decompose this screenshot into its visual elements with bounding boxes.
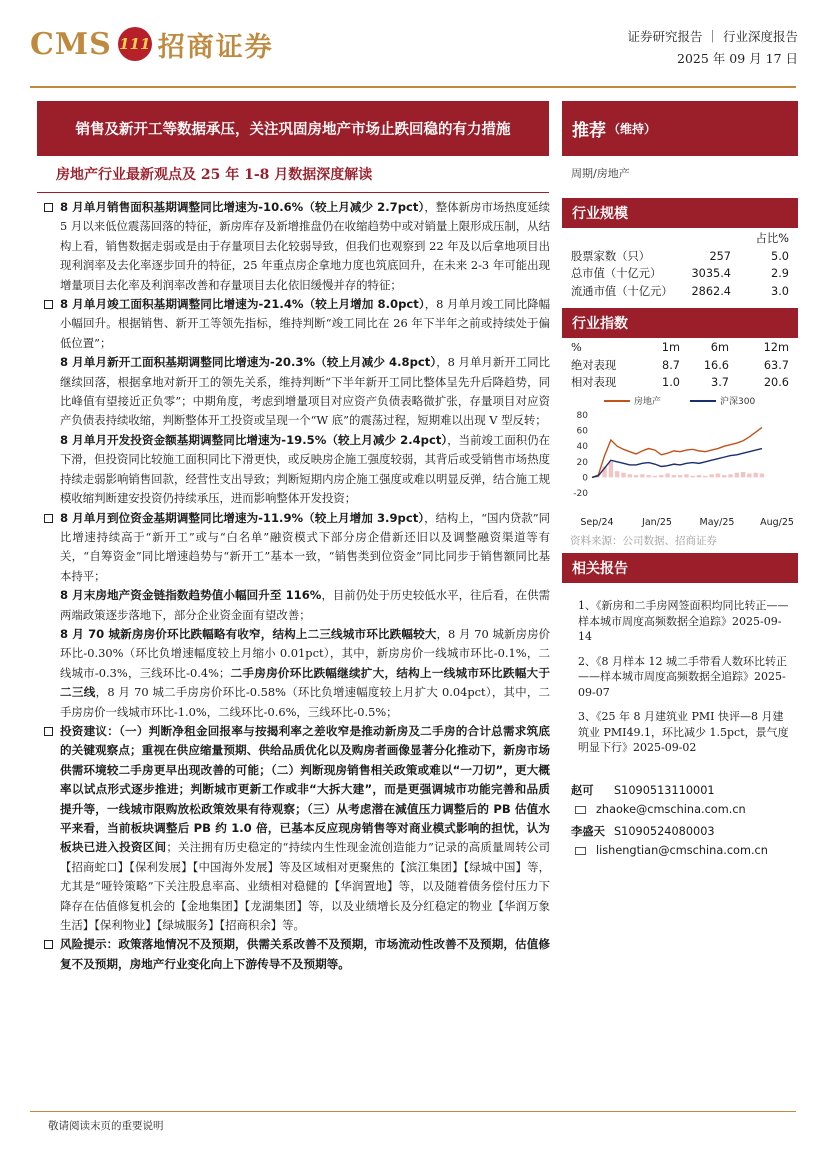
chart-bar (754, 473, 758, 478)
analyst-row (571, 823, 715, 839)
y-tick-label: -20 (573, 489, 588, 499)
paragraph-text: ，整体新房市场热度延续 5 月以来低位震荡回落的特征，新房库存及新增推盘仍在收缩趋势中或对销量上限形成压制，从结构上看，销售数据走弱或是由于存量项目去化较弱导致，但我们也观察到 22 年及以后拿地项目出现利润率及去化率逐步回升的特征，25 年重点房企拿地力度也筑底回升，在未来 2-3 年可能出现增量项目去化率及利润率改善和存量项目去化依旧缓慢并存的特征； (60, 200, 550, 292)
y-tick-label: 0 (582, 473, 588, 484)
analyst-email[interactable] (575, 844, 768, 857)
paragraph-bold: 二手房房价环比跌幅继续扩大，结构上一线城市环比跌幅大于二三线 (60, 665, 550, 700)
chart-bar (634, 475, 638, 477)
chart-bar (697, 475, 701, 477)
checkbox-bullet-icon (44, 514, 53, 523)
chart-bar (703, 476, 707, 478)
series-line (592, 427, 762, 477)
chart-bar (659, 475, 663, 477)
chart-bar (628, 474, 632, 477)
report-meta (628, 26, 798, 70)
paragraph-prices (44, 625, 550, 722)
x-tick-label: Jan/25 (642, 517, 672, 528)
chart-bar (621, 473, 625, 478)
rating: 推荐 (572, 121, 606, 141)
paragraph-risk (44, 935, 550, 974)
chart-bar (653, 476, 657, 478)
related-report-item[interactable]: 1、《新房和二手房网签面积均同比转正——样本城市周度高频数据全追踪》2025-09-14 (578, 599, 789, 643)
index-col: 12m (763, 341, 789, 354)
email-text: zhaoke@cmschina.com.cn (596, 803, 746, 816)
paragraph-bold: 8 月单月销售面积基期调整同比增速为-10.6%（较上月减少 2.7pct） (60, 200, 425, 214)
header-divider (30, 86, 796, 88)
footer-divider (30, 1111, 796, 1112)
paragraph-sales (44, 198, 550, 295)
report-body (44, 198, 550, 974)
index-label: 绝对表现 (571, 358, 617, 372)
chart-bar (741, 472, 745, 477)
scale-header-pct: 占比% (755, 232, 789, 245)
checkbox-bullet-icon (44, 727, 53, 736)
chart-bar (728, 474, 732, 477)
chart-bar (665, 474, 669, 478)
rating-note: （维持） (608, 122, 657, 136)
paragraph-new-starts (44, 353, 550, 431)
analyst-email[interactable] (575, 803, 746, 816)
paragraph-text: ，8 月单月新开工同比继续回落，根据拿地对新开工的领先关系，维持判断“下半年新开工同比整体呈先升后降趋势，同比峰值有望接近正负零”；中期角度，考虑到增量项目对应资产负债表略微扩张，存量项目对应资产负债表持续收缩，判断整体开工投资或呈现一个“W 底”的震荡过程，短期难以出现 V 型反转； (60, 355, 550, 428)
scale-label: 股票家数（只） (571, 249, 651, 263)
index-col: 1m (661, 341, 680, 354)
scale-heading: 行业规模 (562, 198, 798, 228)
analyst-row (571, 782, 715, 798)
scale-value: 257 (709, 249, 731, 263)
paragraph-completion (44, 295, 550, 353)
report-date: 2025 年 09 月 17 日 (677, 51, 798, 66)
index-col: % (571, 341, 582, 354)
legend-label: 沪深300 (720, 397, 756, 407)
company-logo (30, 20, 274, 68)
paragraph-capital-chain (44, 586, 550, 625)
paragraph-investment-advice (44, 722, 550, 935)
footer-note: 敬请阅读末页的重要说明 (48, 1120, 164, 1132)
related-reports (578, 598, 790, 765)
chart-bar (716, 474, 720, 478)
chart-bar (691, 476, 695, 478)
scale-row (571, 265, 789, 283)
scale-table (571, 230, 789, 300)
chart-bar (709, 474, 713, 477)
index-row (571, 357, 789, 375)
related-heading: 相关报告 (562, 553, 798, 583)
paragraph-text: ，8 月单月竣工同比降幅小幅回升。根据销售、新开工等领先指标，维持判断“竣工同比在 26 年下半年之前或持续处于偏低位置”； (60, 297, 550, 350)
related-report-item[interactable]: 2、《8 月样本 12 城二手带看人数环比转正——样本城市周度高频数据全追踪》2025-09-07 (578, 654, 787, 699)
email-text: lishengtian@cmschina.com.cn (596, 844, 768, 857)
paragraph-text: ；关注拥有历史稳定的“持续内生性现金流创造能力”记录的高质量周转公司【招商蛇口】【保利发展】【中国海外发展】等及区域相对更聚焦的【滨江集团】【绿城中国】等，尤其是“哑铃策略”下关注股息率高、业绩相对稳健的【华润置地】等，以及随着债务偿付压力下降存在估值修复机会的【金地集团】【龙湖集团】等，以及业绩增长及分红稳定的物业【华润万象生活】【保利物业】【绿城服务】【招商积余】等。 (60, 840, 550, 933)
chart-bar (640, 474, 644, 477)
paragraph-bold: 8 月单月竣工面积基期调整同比增速为-21.4%（较上月增加 8.0pct） (60, 297, 425, 312)
paragraph-text: ，结构上，“国内贷款”同比增速持续高于“新开工”或与“白名单”融资模式下部分房企借新还旧以及调整融资渠道等有关，“自筹资金”同比增速趋势与“新开工”基本一致，“销售类到位资金”同比同步于销售额同比基本持平； (60, 510, 550, 583)
checkbox-bullet-icon (44, 203, 53, 212)
legend-label: 房地产 (634, 397, 662, 407)
index-value: 63.7 (763, 358, 789, 372)
index-heading: 行业指数 (562, 308, 798, 338)
index-col: 6m (710, 341, 729, 354)
scale-label: 流通市值（十亿元） (571, 284, 673, 298)
scale-value: 2862.4 (691, 284, 731, 298)
chart-source: 资料来源：公司数据、招商证券 (570, 535, 717, 547)
index-value: 16.6 (703, 358, 729, 372)
index-value: 1.0 (662, 376, 680, 389)
chart-bar (615, 471, 619, 477)
analyst-id: S1090524080003 (614, 824, 715, 838)
report-subtitle: 房地产行业最新观点及 25 年 1-8 月数据深度解读 (56, 167, 373, 183)
chart-bar (735, 473, 739, 478)
chart-bar (646, 475, 650, 477)
index-table (571, 339, 789, 392)
paragraph-bold: 风险提示：政策落地情况不及预期，供需关系改善不及预期，市场流动性改善不及预期，估值修复不及预期，房地产行业变化向上下游传导不及预期等。 (60, 937, 550, 971)
analyst-id: S1090513110001 (614, 783, 715, 797)
analyst-name: 赵可 (571, 783, 594, 797)
scale-pct: 3.0 (771, 284, 789, 298)
related-report-item[interactable]: 3、《25 年 8 月建筑业 PMI 快评—8 月建筑业 PMI49.1，环比减少 1.5pct，景气度明显下行》2025-09-02 (578, 710, 789, 754)
scale-pct: 5.0 (771, 249, 789, 263)
subtitle-divider (37, 192, 549, 193)
chart-bar (678, 475, 682, 477)
scale-pct: 2.9 (771, 267, 789, 280)
x-tick-label: Aug/25 (760, 517, 794, 528)
paragraph-bold: 8 月末房地产资金链指数趋势值小幅回升至 116% (60, 588, 322, 603)
chart-bar (684, 474, 688, 477)
index-row (571, 374, 789, 392)
mail-icon (575, 847, 586, 855)
report-title: 销售及新开工等数据承压，关注巩固房地产市场止跌回稳的有力措施 (37, 101, 549, 156)
chart-bar (672, 475, 676, 477)
chart-bar (747, 474, 751, 478)
paragraph-text: ，8 月 70 城二手房房价环比-0.58%（环比负增速幅度较上月扩大 0.04pct），其中，二手房房价一线城市环比-1.0%，二线环比-0.6%，三线环比-0.5%； (60, 685, 550, 719)
paragraph-bold: 8 月单月新开工面积基期调整同比增速为-20.3%（较上月减少 4.8pct） (60, 355, 437, 370)
scale-row (571, 283, 789, 301)
index-value: 3.7 (711, 376, 729, 389)
y-tick-label: 60 (576, 426, 588, 437)
analyst-name: 李盛天 (571, 824, 605, 838)
scale-label: 总市值（十亿元） (571, 267, 662, 280)
chart-bar (760, 474, 764, 478)
paragraph-text: ，目前仍处于历史较低水平，往后看，在供需两端政策逐步落地下，部分企业资金面有望改善； (60, 588, 550, 622)
checkbox-bullet-icon (44, 300, 53, 309)
paragraph-bold: 8 月单月开发投资金额基期调整同比增速为-19.5%（较上月减少 2.4pct） (60, 432, 448, 447)
paragraph-bold: 投资建议：（一）判断净租金回报率与按揭利率之差收窄是推动新房及二手房的合计总需求筑底的关键观察点；重视在供应缩量预期、供给品质优化以及购房者画像显著分化推动下，新房市场供需环境较二手房更早出现改善的可能；（二）判断现房销售相关政策或难以“一刀切”，更大概率以试点形式逐步推进；判断城市更新工作或非“大拆大建”，而是更强调城市功能完善和品质提升等，一线城市限购放松政策效果有待观察；（三）从考虑潜在減值压力调整后的 PB 估值水平来看，当前板块调整后 PB 约 1.0 倍，已基本反应现房销售等对商业模式影响的担忧，认为板块已进入投资区间 (60, 723, 550, 855)
paragraph-funding (44, 509, 550, 587)
index-performance-chart (562, 393, 798, 533)
paragraph-text: ，8 月 70 城新房房价环比-0.30%（环比负增速幅度较上月缩小 0.01pct），其中，新房房价一线城市环比-0.1%，二线城市-0.3%，三线环比-0.4%； (60, 626, 550, 680)
logo-chinese: 招商证券 (157, 31, 274, 63)
index-value: 20.6 (763, 376, 789, 389)
logo-emblem-icon: 111 (118, 27, 152, 61)
paragraph-investment (44, 431, 550, 509)
paragraph-text: ，当前竣工面积仍在下滑，但投资同比较施工面积同比下滑更快，或反映房企施工强度较弱，其背后或受销售市场热度持续走弱影响销售回款，经营性支出导致；判断短期内房企施工强度或难以明显反弹，结合施工规模收缩判断建安投资仍持续承压，进而影响整体开发投资； (60, 432, 550, 506)
chart-bar (722, 475, 726, 477)
y-tick-label: 20 (576, 457, 588, 468)
x-tick-label: May/25 (699, 517, 735, 528)
y-tick-label: 80 (576, 411, 588, 421)
scale-header-row (571, 230, 789, 248)
paragraph-bold: 8 月 70 城新房房价环比跌幅略有收窄，结构上二三线城市环比跌幅较大 (60, 626, 437, 641)
report-type: 证券研究报告 ｜ 行业深度报告 (627, 29, 798, 44)
index-header-row (571, 339, 789, 357)
x-tick-label: Sep/24 (580, 517, 614, 528)
index-label: 相对表现 (571, 376, 617, 389)
scale-value: 3035.4 (691, 267, 731, 280)
paragraph-bold: 8 月单月到位资金基期调整同比增速为-11.9%（较上月增加 3.9pct） (60, 510, 425, 525)
logo-latin: CMS (30, 26, 112, 62)
checkbox-bullet-icon (44, 940, 53, 949)
rating-banner (562, 101, 798, 156)
scale-row (571, 248, 789, 266)
index-value: 8.7 (662, 358, 680, 372)
mail-icon (575, 806, 586, 814)
y-tick-label: 40 (576, 442, 588, 453)
sector-label: 周期/房地产 (571, 167, 630, 180)
